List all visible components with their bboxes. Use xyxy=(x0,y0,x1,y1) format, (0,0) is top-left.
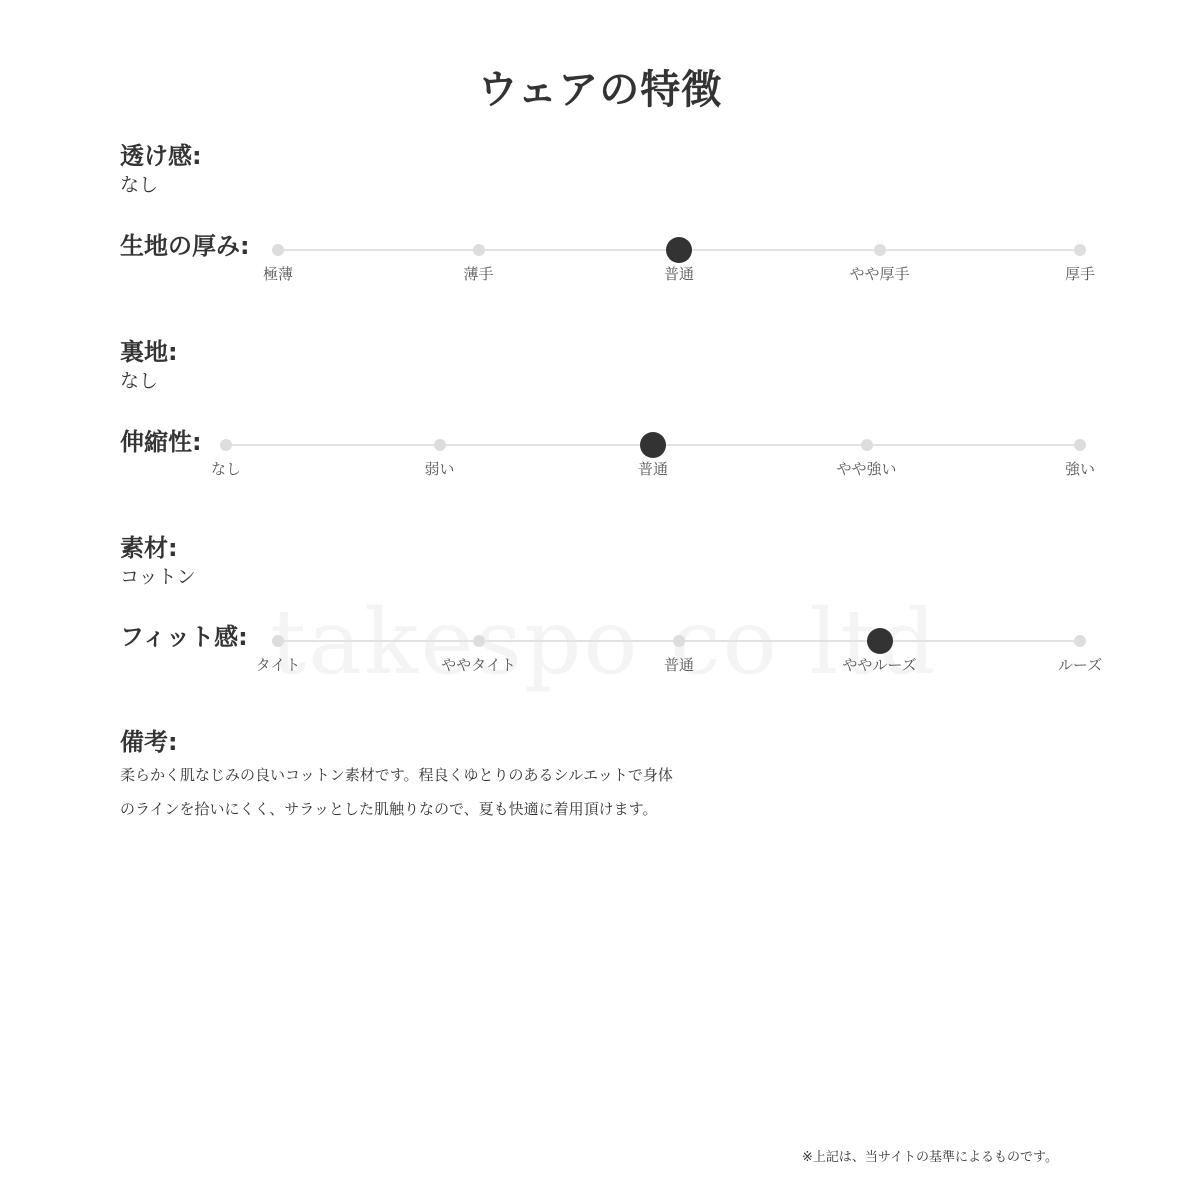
fit-label: フィット感: xyxy=(120,623,248,651)
stretch-scale-label: 普通 xyxy=(637,460,668,478)
fit-scale-label: 普通 xyxy=(663,656,694,674)
thickness-selected-dot xyxy=(666,237,692,263)
stretch-scale-label: 弱い xyxy=(424,460,455,478)
material-label: 素材: xyxy=(120,534,178,562)
stretch-scale xyxy=(210,436,1095,496)
fit-scale xyxy=(255,632,1103,692)
thickness-scale-dot xyxy=(1074,244,1086,256)
thickness-scale-dot xyxy=(473,244,485,256)
fit-scale-dot xyxy=(673,635,685,647)
lining-value: なし xyxy=(120,370,159,392)
stretch-scale-dot xyxy=(220,439,232,451)
fit-selected-dot xyxy=(867,628,893,654)
fit-scale-label: ルーズ xyxy=(1057,656,1103,674)
thickness-scale-label: 極薄 xyxy=(262,265,293,283)
stretch-scale-dot xyxy=(434,439,446,451)
lining-label: 裏地: xyxy=(120,338,178,366)
transparency-label: 透け感: xyxy=(120,142,202,170)
fit-scale-dot xyxy=(473,635,485,647)
stretch-selected-dot xyxy=(640,432,666,458)
thickness-scale-label: 厚手 xyxy=(1064,265,1095,283)
fit-scale-dot xyxy=(1074,635,1086,647)
material-value: コットン xyxy=(120,566,196,588)
footnote: ※上記は、当サイトの基準によるものです。 xyxy=(802,1150,1058,1165)
stretch-scale-dot xyxy=(1074,439,1086,451)
fit-scale-label: ややタイト xyxy=(441,656,516,674)
thickness-scale-label: やや厚手 xyxy=(849,265,910,283)
stretch-scale-label: やや強い xyxy=(836,460,897,478)
notes-body xyxy=(120,758,740,826)
thickness-scale xyxy=(262,241,1095,301)
fit-scale-label: タイト xyxy=(255,656,301,674)
thickness-scale-label: 薄手 xyxy=(463,265,494,283)
notes-line: 柔らかく肌なじみの良いコットン素材です。程良くゆとりのあるシルエットで身体 xyxy=(120,766,673,784)
fit-scale-label: ややルーズ xyxy=(842,656,917,674)
notes-line: のラインを拾いにくく、サラッとした肌触りなので、夏も快適に着用頂けます。 xyxy=(120,800,658,818)
thickness-scale-label: 普通 xyxy=(663,265,694,283)
stretch-scale-label: 強い xyxy=(1064,460,1095,478)
thickness-scale-dot xyxy=(272,244,284,256)
fit-scale-dot xyxy=(272,635,284,647)
thickness-scale-dot xyxy=(874,244,886,256)
stretch-scale-label: なし xyxy=(210,460,241,478)
transparency-value: なし xyxy=(120,174,159,196)
page-title: ウェアの特徴 xyxy=(477,67,723,113)
thickness-label: 生地の厚み: xyxy=(120,232,250,260)
stretch-label: 伸縮性: xyxy=(120,428,202,456)
stretch-scale-dot xyxy=(861,439,873,451)
notes-label: 備考: xyxy=(120,728,178,756)
